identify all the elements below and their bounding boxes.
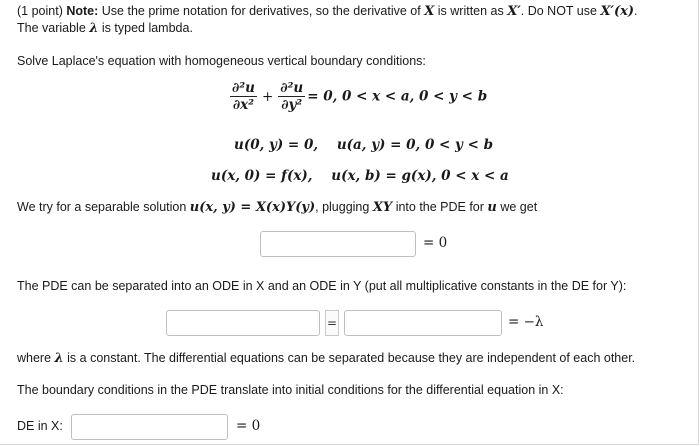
bc2-left: u(x, 0) = f(x), — [211, 168, 313, 184]
ode-right-input[interactable] — [344, 310, 502, 336]
fraction-d2u-dy2: $\frac{\text{∂²u}}{\text{∂y²}}$ — [280, 80, 304, 113]
xy-product: XY — [372, 200, 393, 215]
bc-line-1 — [234, 137, 493, 153]
note-xprime-x: X′(x) — [600, 4, 635, 19]
separable-line: We try for a separable solution u(x, y) = X(x)Y(y), plugging XY into the PDE for u we get — [17, 200, 538, 215]
lambda-text-1: The variable — [17, 21, 86, 35]
de-x-input[interactable] — [71, 414, 228, 440]
note-label: Note: — [66, 4, 99, 18]
de-x-label: DE in X: — [17, 419, 63, 433]
answer1-rhs: = 0 — [423, 235, 448, 251]
lambda-symbol: λ — [89, 21, 99, 36]
pde-substitution-input[interactable] — [260, 231, 416, 257]
bc1-left: u(0, y) = 0, — [234, 137, 319, 153]
lambda-constant-symbol: λ — [54, 351, 64, 366]
note-var-x: X — [424, 4, 435, 19]
separation-rhs: = −λ — [508, 314, 544, 330]
pde-rhs: = 0, 0 < x < a, 0 < y < b — [307, 88, 488, 105]
note-text-1: Use the prime notation for derivatives, so the derivative of — [101, 4, 421, 18]
note-text-3: . Do NOT use — [520, 4, 597, 18]
points-label: (1 point) — [17, 4, 63, 18]
note-text-2: is written as — [437, 4, 504, 18]
bc2-right: u(x, b) = g(x), 0 < x < a — [331, 168, 509, 184]
fraction-d2u-dx2: $\frac{\text{∂²u}}{\text{∂x²}}$ — [232, 80, 255, 113]
lambda-note-line — [17, 21, 193, 36]
equals-sign: = — [325, 310, 339, 336]
bc-translate-text: The boundary conditions in the PDE translate into initial conditions for the differential equation in X: — [17, 383, 564, 397]
separable-expr: u(x, y) = X(x)Y(y) — [189, 200, 316, 215]
bc-line-2 — [211, 168, 509, 184]
u-symbol: u — [487, 200, 497, 215]
laplace-equation: $\frac{\text{∂²u}}{\text{∂x²}}$ + $\frac{\text{∂²u}}{\text{∂y²}}$ = 0, 0 < x < a, 0 < y < b — [232, 80, 488, 113]
bc1-right: u(a, y) = 0, 0 < y < b — [336, 137, 494, 153]
note-text-4: . — [634, 4, 638, 18]
de-x-rhs: = 0 — [236, 418, 261, 434]
separation-text: The PDE can be separated into an ODE in X and an ODE in Y (put all multiplicative constants in the DE for Y): — [17, 279, 627, 293]
note-line — [17, 4, 638, 19]
lambda-text-2: is typed lambda. — [101, 21, 193, 35]
lambda-constant-line: where λ is a constant. The differential equations can be separated because they are independent of each other. — [17, 351, 636, 366]
note-xprime: X′ — [507, 4, 521, 19]
problem-statement: Solve Laplace's equation with homogeneous vertical boundary conditions: — [17, 54, 426, 68]
ode-left-input[interactable] — [166, 310, 320, 336]
